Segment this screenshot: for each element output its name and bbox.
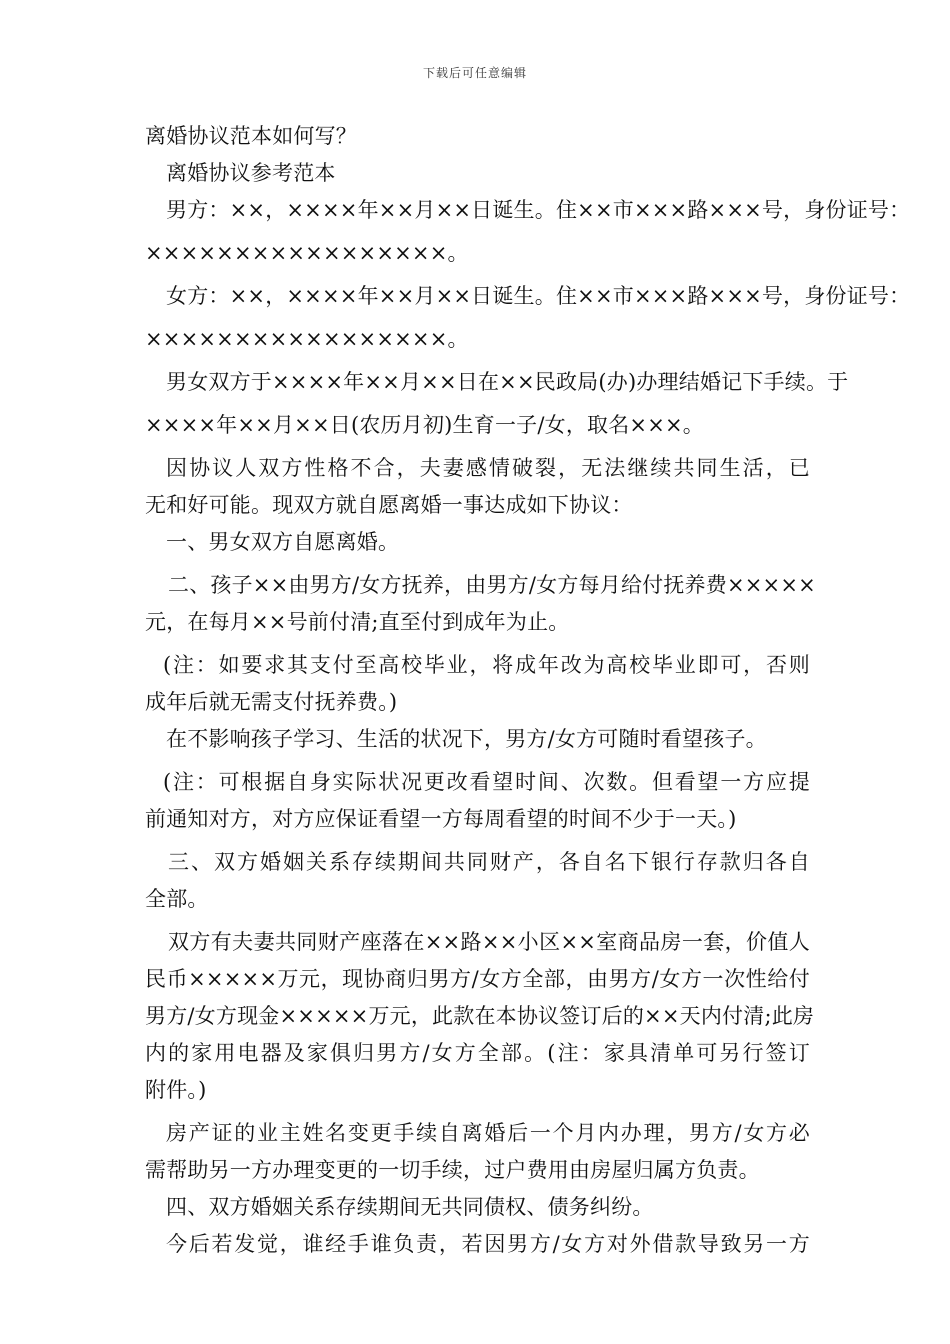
- paragraph-line: 双方有夫妻共同财产座落在××路××小区××室商品房一套，价值人: [168, 930, 810, 954]
- paragraph-line: 女方：××，××××年××月××日诞生。住××市×××路×××号，身份证号：: [166, 284, 911, 308]
- paragraph-line: ×××××××××××××××××。: [145, 327, 469, 351]
- paragraph-line: 附件。): [145, 1078, 207, 1102]
- paragraph-line: 一、男女双方自愿离婚。: [166, 530, 400, 554]
- paragraph-line: 三、双方婚姻关系存续期间共同财产，各自名下银行存款归各自: [168, 850, 810, 874]
- paragraph-line: 需帮助另一方办理变更的一切手续，过户费用由房屋归属方负责。: [145, 1158, 760, 1182]
- paragraph-line: 民币×××××万元，现协商归男方/女方全部，由男方/女方一次性给付: [145, 967, 810, 991]
- paragraph-line: 因协议人双方性格不合，夫妻感情破裂，无法继续共同生活，已: [166, 456, 810, 480]
- paragraph-line: 今后若发觉，谁经手谁负责，若因男方/女方对外借款导致另一方: [166, 1232, 810, 1256]
- paragraph-line: 男方：××，××××年××月××日诞生。住××市×××路×××号，身份证号：: [166, 198, 911, 222]
- paragraph-line: ××××年××月××日(农历月初)生育一子/女，取名×××。: [145, 413, 705, 437]
- paragraph-line: 内的家用电器及家俱归男方/女方全部。(注：家具清单可另行签订: [145, 1041, 810, 1065]
- paragraph-line: ×××××××××××××××××。: [145, 241, 469, 265]
- paragraph-line: 前通知对方，对方应保证看望一方每周看望的时间不少于一天。): [145, 807, 737, 831]
- paragraph-line: (注：可根据自身实际状况更改看望时间、次数。但看望一方应提: [163, 770, 810, 794]
- paragraph-line: 男方/女方现金×××××万元，此款在本协议签订后的××天内付清;此房: [145, 1004, 815, 1028]
- paragraph-line: (注：如要求其支付至高校毕业，将成年改为高校毕业即可，否则: [163, 653, 810, 677]
- paragraph-line: 全部。: [145, 887, 209, 911]
- paragraph-line: 元，在每月××号前付清;直至付到成年为止。: [145, 610, 570, 634]
- paragraph-line: 四、双方婚姻关系存续期间无共同债权、债务纠纷。: [166, 1195, 654, 1219]
- paragraph-line: 无和好可能。现双方就自愿离婚一事达成如下协议：: [145, 493, 633, 517]
- paragraph-line: 成年后就无需支付抚养费。): [145, 690, 398, 714]
- document-title: 离婚协议范本如何写？: [145, 124, 357, 148]
- paragraph-line: 在不影响孩子学习、生活的状况下，男方/女方可随时看望孩子。: [166, 727, 767, 751]
- paragraph-line: 二、孩子××由男方/女方抚养，由男方/女方每月给付抚养费×××××: [168, 573, 816, 597]
- paragraph-line: 房产证的业主姓名变更手续自离婚后一个月内办理，男方/女方必: [166, 1121, 810, 1145]
- paragraph-line: 男女双方于××××年××月××日在××民政局(办)办理结婚记下手续。于: [166, 370, 849, 394]
- document-subtitle: 离婚协议参考范本: [166, 161, 336, 185]
- page-header-note: 下载后可任意编辑: [422, 66, 527, 80]
- document-body: [145, 118, 911, 1263]
